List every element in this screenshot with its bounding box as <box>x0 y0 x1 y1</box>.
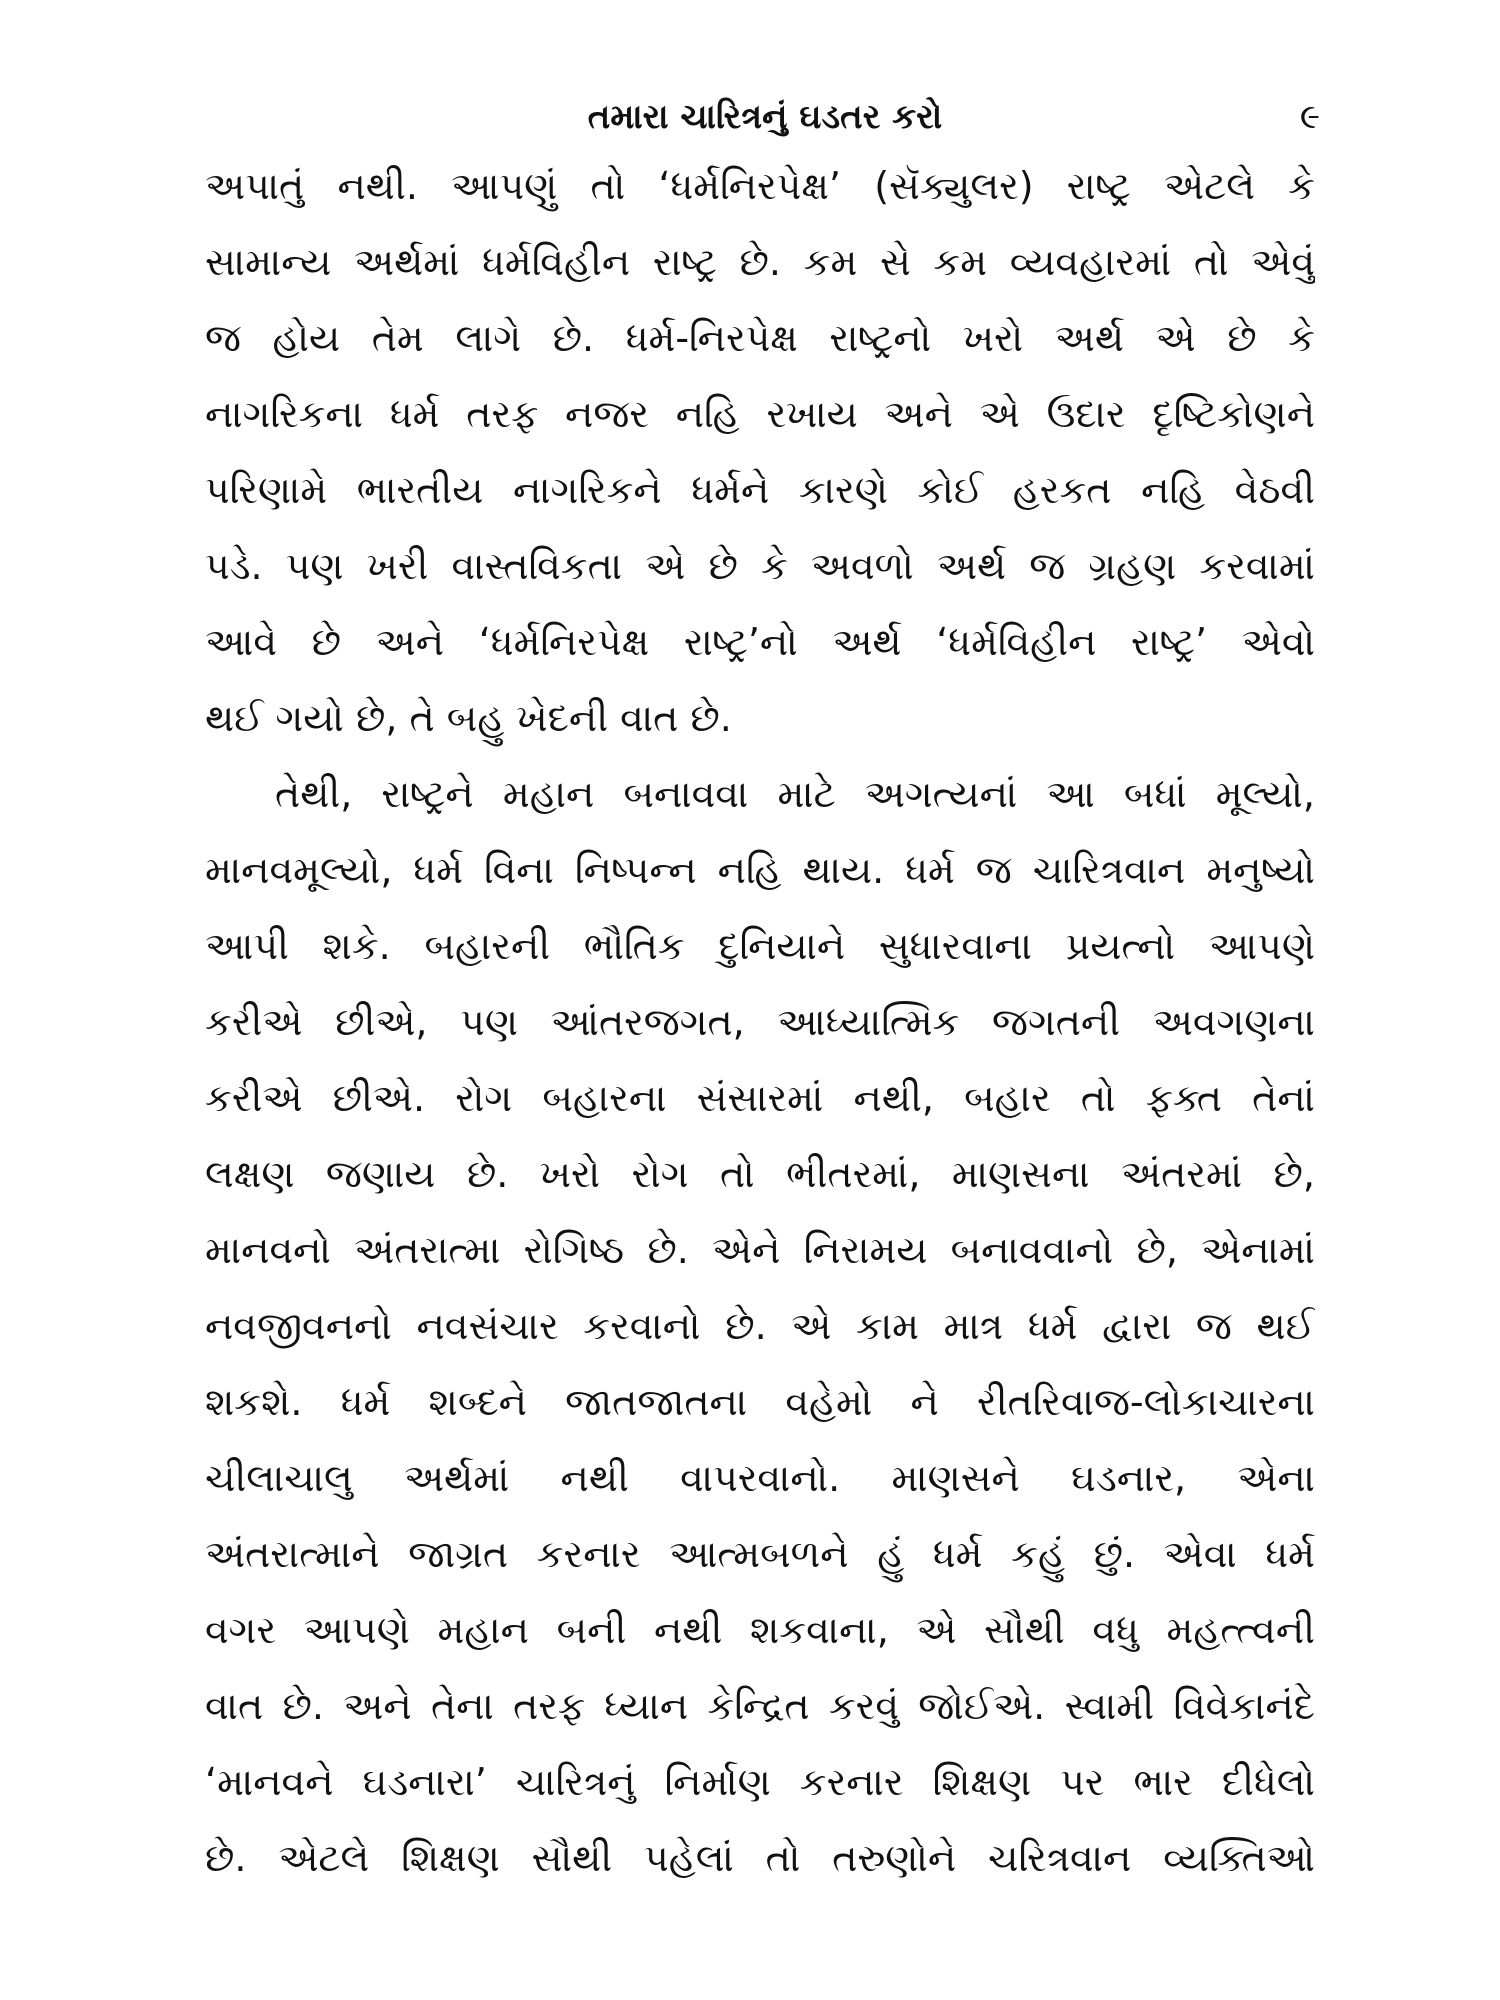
text-line: કરીએ છીએ. રોગ બહારના સંસારમાં નથી, બહાર તો ફક્ત તેનાં <box>205 1076 1315 1120</box>
text-line: નવજીવનનો નવસંચાર કરવાનો છે. એ કામ માત્ર ધર્મ દ્વારા જ થઈ <box>205 1304 1315 1348</box>
text-line: જ હોય તેમ લાગે છે. ધર્મ-નિરપેક્ષ રાષ્ટ્રનો ખરો અર્થ એ છે કે <box>205 316 1315 360</box>
text-line: સામાન્ય અર્થમાં ધર્મવિહીન રાષ્ટ્ર છે. કમ સે કમ વ્યવહારમાં તો એવું <box>205 240 1315 284</box>
text-line: પરિણામે ભારતીય નાગરિકને ધર્મને કારણે કોઈ હરકત નહિ વેઠવી <box>205 468 1315 512</box>
running-header <box>210 92 1320 142</box>
text-line: વગર આપણે મહાન બની નથી શકવાના, એ સૌથી વધુ મહત્ત્વની <box>205 1608 1315 1652</box>
text-line: કરીએ છીએ, પણ આંતરજગત, આધ્યાત્મિક જગતની અવગણના <box>205 1000 1315 1044</box>
text-line: ‘માનવને ઘડનારા’ ચારિત્રનું નિર્માણ કરનાર શિક્ષણ પર ભાર દીધેલો <box>205 1760 1315 1804</box>
text-line: પડે. પણ ખરી વાસ્તવિકતા એ છે કે અવળો અર્થ જ ગ્રહણ કરવામાં <box>205 544 1315 588</box>
text-line: અપાતું નથી. આપણું તો ‘ધર્મનિરપેક્ષ’ (સૅક્યુલર) રાષ્ટ્ર એટલે કે <box>205 164 1315 208</box>
body-text <box>205 148 1315 1896</box>
text-line: વાત છે. અને તેના તરફ ધ્યાન કેન્દ્રિત કરવું જોઈએ. સ્વામી વિવેકાનંદે <box>205 1684 1315 1728</box>
page-number: ૯ <box>1299 97 1320 137</box>
paragraph-start-line: તેથી, રાષ્ટ્રને મહાન બનાવવા માટે અગત્યનાં આ બધાં મૂલ્યો, <box>275 772 1315 816</box>
text-line: થઈ ગયો છે, તે બહુ ખેદની વાત છે. <box>205 696 732 740</box>
text-line: શકશે. ધર્મ શબ્દને જાતજાતના વહેમો ને રીતરિવાજ-લોકાચારના <box>205 1380 1315 1424</box>
text-line: માનવનો અંતરાત્મા રોગિષ્ઠ છે. એને નિરામય બનાવવાનો છે, એનામાં <box>205 1228 1315 1272</box>
text-line: ચીલાચાલુ અર્થમાં નથી વાપરવાનો. માણસને ઘડનાર, એના <box>205 1456 1315 1500</box>
text-line: આવે છે અને ‘ધર્મનિરપેક્ષ રાષ્ટ્ર’નો અર્થ ‘ધર્મવિહીન રાષ્ટ્ર’ એવો <box>205 620 1315 664</box>
text-line: નાગરિકના ધર્મ તરફ નજર નહિ રખાય અને એ ઉદાર દૃષ્ટિકોણને <box>205 392 1315 436</box>
text-line: છે. એટલે શિક્ષણ સૌથી પહેલાં તો તરુણોને ચરિત્રવાન વ્યક્તિઓ <box>205 1836 1315 1880</box>
text-line: માનવમૂલ્યો, ધર્મ વિના નિષ્પન્ન નહિ થાય. ધર્મ જ ચારિત્રવાન મનુષ્યો <box>205 848 1315 892</box>
text-line: આપી શકે. બહારની ભૌતિક દુનિયાને સુધારવાના પ્રયત્નો આપણે <box>205 924 1315 968</box>
text-line: અંતરાત્માને જાગ્રત કરનાર આત્મબળને હું ધર્મ કહું છું. એવા ધર્મ <box>205 1532 1315 1576</box>
text-line: લક્ષણ જણાય છે. ખરો રોગ તો ભીતરમાં, માણસના અંતરમાં છે, <box>205 1152 1315 1196</box>
chapter-title: તમારા ચારિત્રનું ઘડતર કરો <box>587 97 943 137</box>
